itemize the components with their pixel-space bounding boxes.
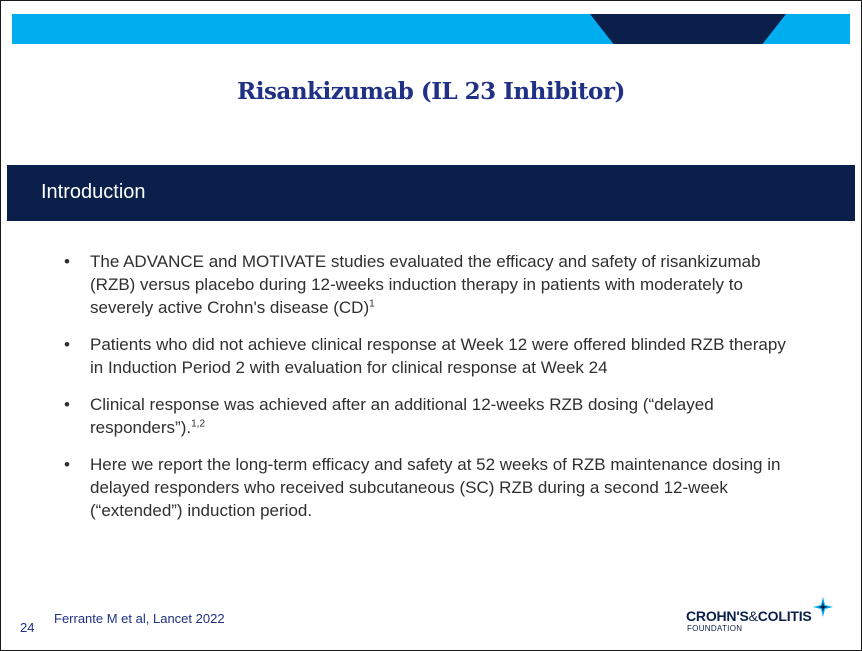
bullet-item [62,250,802,319]
bullet-text: Patients who did not achieve clinical response at Week 12 were offered blinded RZB therapy in Induction Period 2 with evaluation for clinical response at Week 24 [90,335,786,377]
logo-word-left: CROHN'S [686,608,749,624]
bullet-item [62,333,802,379]
page-number: 24 [20,620,35,635]
section-header-band [7,165,855,221]
four-point-star-icon [812,596,834,618]
logo-subtitle: FOUNDATION [687,624,743,633]
citation: Ferrante M et al, Lancet 2022 [54,611,225,626]
bullet-text: The ADVANCE and MOTIVATE studies evaluated the efficacy and safety of risankizumab (RZB) versus placebo during 12-weeks induction therapy in patients with moderately to severely active Crohn's disease (CD) [90,252,761,317]
bullet-text: Clinical response was achieved after an additional 12-weeks RZB dosing (“delayed responders”). [90,395,714,437]
bullet-item [62,453,802,522]
bullet-item [62,393,802,439]
slide-title: Risankizumab (IL 23 Inhibitor) [237,78,625,105]
bullet-text: Here we report the long-term efficacy and safety at 52 weeks of RZB maintenance dosing in delayed responders who received subcutaneous (SC) RZB during a second 12-week (“extended”) induction period. [90,455,781,520]
bullet-list [62,250,802,536]
bullet-marker: • [64,335,70,354]
logo-ampersand: & [748,608,758,624]
crohns-colitis-logo [686,596,836,636]
section-label: Introduction [41,181,146,203]
bullet-reference: 1 [369,298,375,310]
bullet-marker: • [64,395,70,414]
bullet-marker: • [64,252,70,271]
bullet-marker: • [64,455,70,474]
logo-word-right: COLITIS [757,608,812,624]
top-accent-trapezoid [590,14,786,44]
bullet-reference: 1,2 [191,418,206,430]
logo-wordmark [686,608,812,624]
